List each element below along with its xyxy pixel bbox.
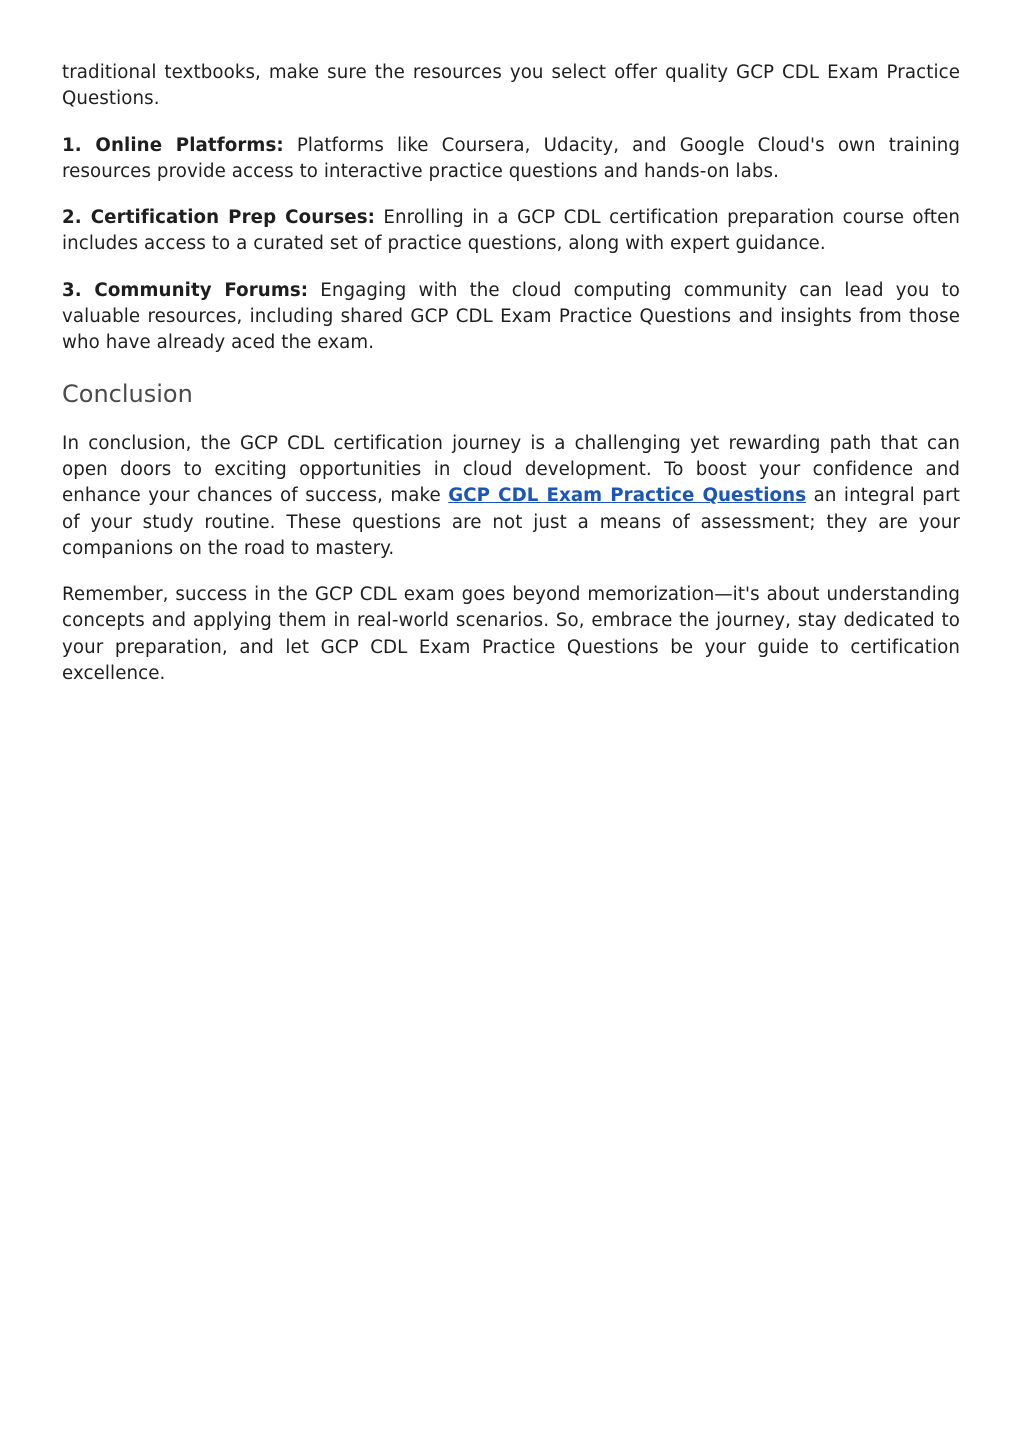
conclusion-paragraph-2: Remember, success in the GCP CDL exam goes beyond memorization—it's about understanding concepts and applying them in real-world scenarios. So, embrace the journey, stay dedicated to your preparation, and let GCP CDL Exam Practice Questions be your guide to certification excellence. (62, 584, 960, 685)
resource-lead: 2. Certification Prep Courses: (62, 207, 376, 229)
resource-text: Engaging with the cloud computing community can lead you to valuable resources, including shared GCP CDL Exam Practice Questions and insights from those who have already aced the exam. (62, 279, 960, 354)
resource-lead: 1. Online Platforms: (62, 134, 284, 156)
conclusion-heading: Conclusion (62, 379, 193, 408)
resource-lead: 3. Community Forums: (62, 279, 309, 301)
resource-text: Platforms like Coursera, Udacity, and Google Cloud's own training resources provide access to interactive practice questions and hands-on labs. (62, 134, 960, 182)
conclusion-text-after-link: an integral part of your study routine. These questions are not just a means of assessment; they are your companions on the road to mastery. (62, 485, 960, 559)
resource-certification-prep-courses (62, 205, 960, 258)
resource-online-platforms (62, 133, 960, 186)
conclusion-text-before-link: In conclusion, the GCP CDL certification journey is a challenging yet rewarding path that can open doors to exciting opportunities in cloud development. To boost your confidence and enhance your chances of success, make (62, 432, 960, 507)
practice-questions-link[interactable]: GCP CDL Exam Practice Questions (448, 485, 807, 507)
conclusion-paragraph-1 (62, 431, 960, 562)
document-page (62, 60, 960, 707)
resource-text: Enrolling in a GCP CDL certification preparation course often includes access to a curated set of practice questions, along with expert guidance. (62, 207, 960, 255)
resource-community-forums (62, 278, 960, 357)
intro-paragraph: traditional textbooks, make sure the resources you select offer quality GCP CDL Exam Practice Questions. (62, 62, 960, 110)
